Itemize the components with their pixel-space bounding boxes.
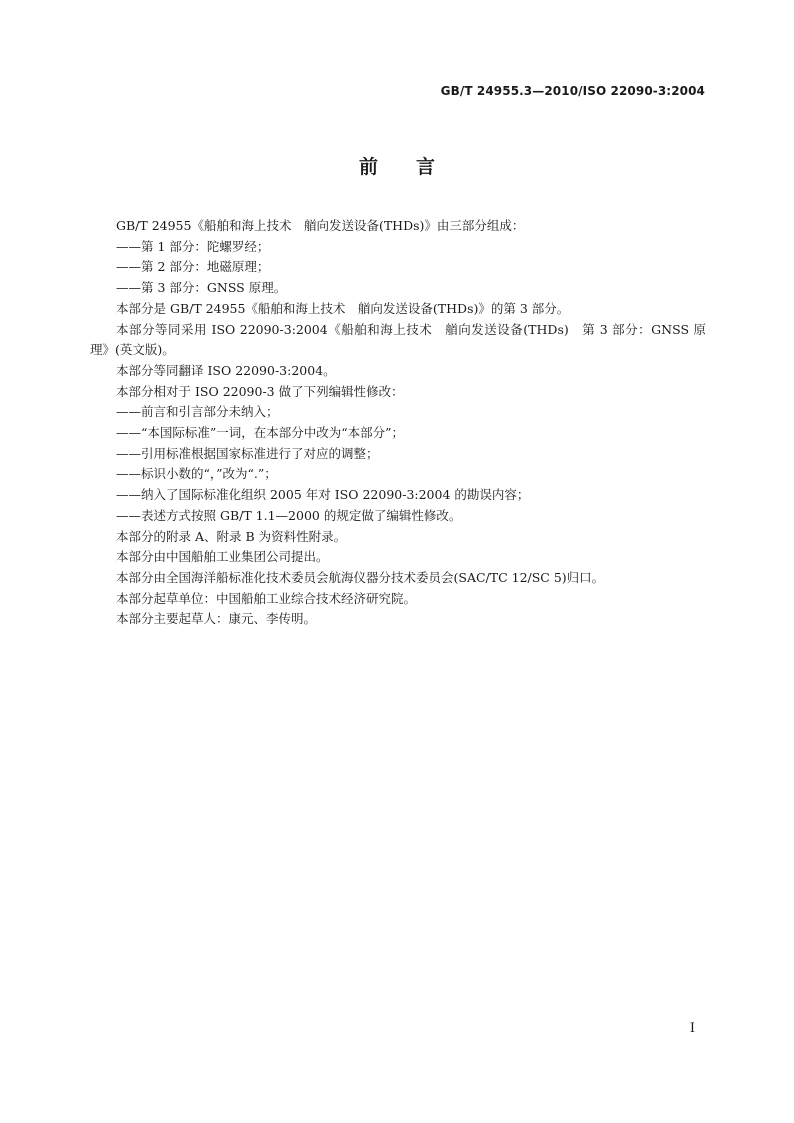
paragraph-modifications: 本部分相对于 ISO 22090-3 做了下列编辑性修改： (116, 383, 404, 399)
paragraph-annexes: 本部分的附录 A、附录 B 为资料性附录。 (116, 528, 347, 544)
foreword-body (90, 216, 706, 630)
list-item-modification: ——表述方式按照 GB/T 1.1—2000 的规定做了编辑性修改。 (116, 507, 462, 523)
paragraph-committee: 本部分由全国海洋船标准化技术委员会航海仪器分技术委员会(SAC/TC 12/SC 5)归口。 (116, 569, 605, 585)
page-title: 前言 (358, 156, 473, 178)
list-item-part-1: ——第 1 部分：陀螺罗经； (116, 238, 270, 254)
paragraph-drafters: 本部分主要起草人：康元、李传明。 (116, 611, 317, 627)
list-item-part-2: ——第 2 部分：地磁原理； (116, 259, 270, 275)
list-item-modification: ——“本国际标准”一词，在本部分中改为“本部分”； (116, 425, 405, 441)
list-item-modification: ——前言和引言部分未纳入； (116, 404, 279, 420)
paragraph-this-part: 本部分是 GB/T 24955《船舶和海上技术 艏向发送设备(THDs)》的第 3 部分。 (116, 300, 570, 316)
list-item-modification: ——标识小数的“，”改为“.”； (116, 466, 277, 482)
paragraph-adoption: 本部分等同采用 ISO 22090-3:2004《船舶和海上技术 艏向发送设备(THDs) 第 3 部分：GNSS 原理》(英文版)。 (90, 321, 706, 358)
paragraph-drafting-unit: 本部分起草单位：中国船舶工业综合技术经济研究院。 (116, 590, 417, 606)
paragraph-proposer: 本部分由中国船舶工业集团公司提出。 (116, 549, 329, 565)
list-item-modification: ——纳入了国际标准化组织 2005 年对 ISO 22090-3:2004 的勘误内容； (116, 487, 530, 503)
paragraph-composition: GB/T 24955《船舶和海上技术 艏向发送设备(THDs)》由三部分组成： (116, 218, 525, 233)
paragraph-translation: 本部分等同翻译 ISO 22090-3:2004。 (116, 362, 336, 378)
standard-code-header: GB/T 24955.3—2010/ISO 22090-3:2004 (440, 84, 705, 98)
list-item-part-3: ——第 3 部分：GNSS 原理。 (116, 280, 287, 296)
list-item-modification: ——引用标准根据国家标准进行了对应的调整； (116, 445, 379, 461)
page-number: I (689, 1021, 695, 1036)
